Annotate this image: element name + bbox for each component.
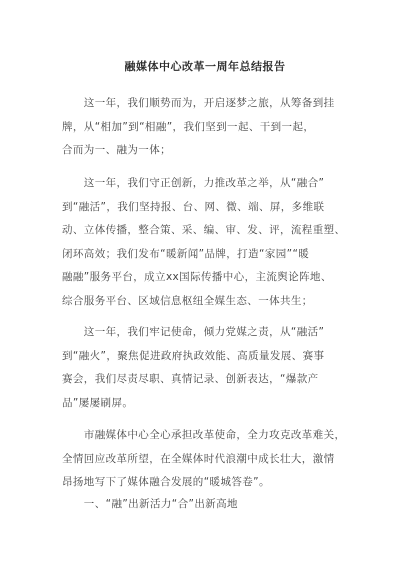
document-title: 融媒体中心改革一周年总结报告 (124, 60, 286, 73)
paragraph-line: 融融”服务平台，成立xx国际传播中心，主流舆论阵地、 (62, 271, 332, 283)
paragraph-line: 综合服务平台、区域信息枢纽全媒生态、一体共生； (62, 294, 313, 307)
paragraph-4 (62, 424, 352, 495)
paragraph-line: 这一年，我们守正创新，力推改革之举，从“融合” (62, 177, 325, 189)
paragraph-line: 这一年，我们牢记使命，倾力党媒之责，从“融活” (62, 326, 325, 338)
paragraph-2 (62, 172, 352, 313)
paragraph-line: 品”屡屡刷屏。 (62, 396, 134, 409)
paragraph-line: 合而为一、融为一体； (62, 144, 171, 156)
paragraph-line: 这一年，我们顺势而为，开启逐梦之旅，从筹备到挂 (62, 97, 335, 109)
paragraph-line: 到“融火”，聚焦促进政府执政效能、高质量发展、赛事 (62, 349, 325, 362)
paragraph-3 (62, 321, 352, 415)
paragraph-1 (62, 92, 352, 163)
paragraph-line: 到“融活”，我们坚持报、台、网、微、端、屏，多维联 (62, 200, 325, 213)
paragraph-line: 昂扬地写下了媒体融合发展的“暖城答卷”。 (62, 476, 270, 488)
paragraph-line: 牌，从“相加”到“相融”，我们坚到一起、干到一起， (62, 120, 315, 133)
paragraph-line: 动、立体传播，整合策、采、编、审、发、评，流程重塑、 (62, 224, 346, 236)
paragraph-line: 市融媒体中心全心承担改革使命，全力攻克改革难关， (62, 429, 346, 441)
paragraph-line: 全情回应改革所望，在全媒体时代浪潮中成长壮大，激情 (62, 452, 335, 465)
paragraph-line: 赛会，我们尽责尽职、真情记录、创新表达，“爆款产 (62, 373, 319, 385)
paragraph-line: 闭环高效；我们发布“暖新闻”品牌，打造“家园”“暖 (62, 247, 310, 260)
section-heading: 一、“融”出新活力“合”出新高地 (62, 498, 238, 510)
